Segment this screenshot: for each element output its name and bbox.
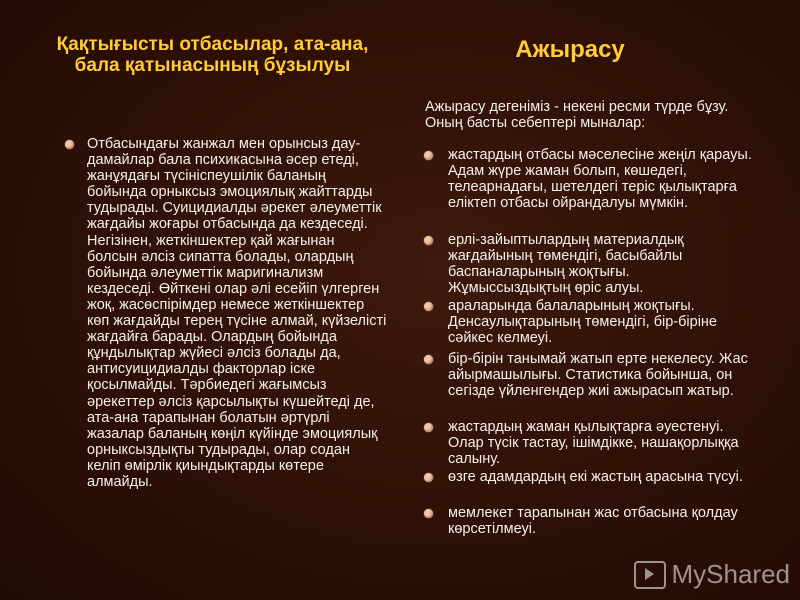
bullet-icon	[424, 302, 433, 311]
bullet-icon	[424, 355, 433, 364]
list-item: ерлі-зайыптылардың материалдық жағдайының төмендігі, басыбайлы баспаналарының жоқтығы. Жұмыссыздықтың өріс алуы.	[448, 232, 684, 296]
watermark-text: MyShared	[671, 559, 790, 589]
right-column-intro: Ажырасу дегеніміз - некені ресми түрде бұзу. Оның басты себептері мыналар:	[425, 99, 729, 131]
bullet-icon	[424, 236, 433, 245]
list-item: мемлекет тарапынан жас отбасына қолдау көрсетілмеуі.	[448, 505, 738, 537]
list-item: араларында балаларының жоқтығы. Денсаулықтарының төмендігі, бір-біріне сәйкес келмеуі.	[448, 298, 717, 346]
list-item: жастардың отбасы мәселесіне жеңіл қарауы. Адам жүре жаман болып, көшедегі, телеарнадағы, шетелдегі теріс қылықтарға еліктеп отбасы ойрандалуы мүмкін.	[448, 147, 752, 211]
bullet-icon	[424, 151, 433, 160]
left-column-title: Қақтығысты отбасылар, ата-ана, бала қатынасының бұзылуы	[56, 34, 369, 76]
right-column-title: Ажырасу	[515, 36, 625, 63]
bullet-icon	[424, 473, 433, 482]
play-icon	[634, 561, 666, 589]
bullet-icon	[65, 140, 74, 149]
left-column-body: Отбасындағы жанжал мен орынсыз дау-дамайлар бала психикасына әсер етеді, жанұядағы түсініспеушілік баланың бойында орныксыз эмоциялық жайттарды тудырады. Суицидиалды әрекет әлеуметтік жағдайы жоғары отбасында да кездеседі. Негізінен, жеткіншектер қай жағынан болсын әлсіз сипатта болады, олардың бойында әлеуметтік маригинализм кездеседі. Өйткені олар әлі есейіп үлгерген жоқ, жасөспірімдер немесе жеткіншектер көп жағдайды терең түсіне алмай, күйзелісті жағдайға барады. Олардың бойында құндылықтар жүйесі әлсіз болады да, антисуицидиалды факторлар іске қосылмайды. Тәрбиедегі жағымсыз әрекеттер әлсіз қарсылықты күшейтеді де, ата-ана тарапынан болатын әртүрлі жазалар баланың көңіл күйінде эмоциялық орныксыздықты тудырады, олар содан келіп өмірлік қиындықтарды көтере алмайды.	[87, 136, 387, 490]
list-item: бір-бірін танымай жатып ерте некелесу. Жас айырмашылығы. Статистика бойынша, он сегізде үйленгендер жиі ажырасып жатыр.	[448, 351, 748, 399]
bullet-icon	[424, 423, 433, 432]
list-item: жастардың жаман қылықтарға әуестенуі. Олар түсік тастау, ішімдікке, нашақорлыққа салыну.	[448, 419, 739, 467]
list-item: өзге адамдардың екі жастың арасына түсуі.	[448, 469, 743, 485]
bullet-icon	[424, 509, 433, 518]
watermark	[634, 559, 791, 590]
